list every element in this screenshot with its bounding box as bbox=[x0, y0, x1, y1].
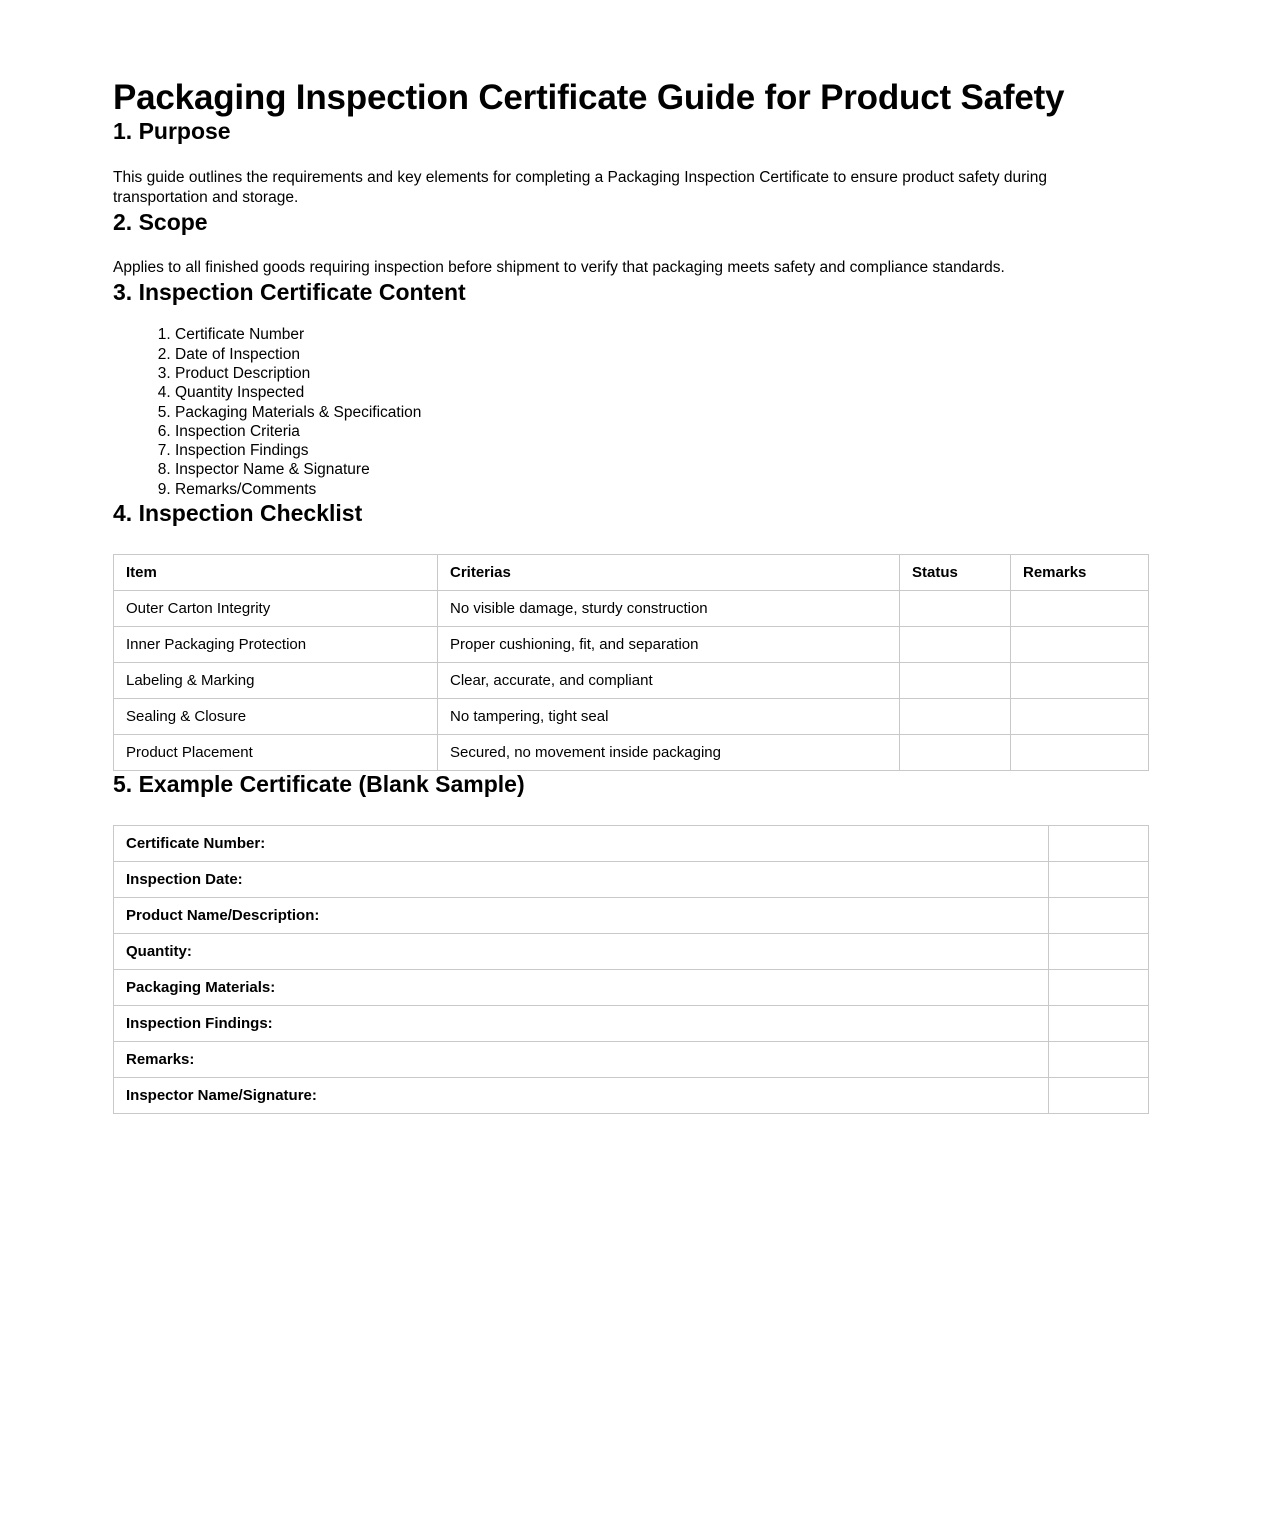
certificate-content-list bbox=[113, 326, 1148, 500]
certificate-field-value[interactable] bbox=[1049, 862, 1149, 898]
checklist-cell-remarks[interactable] bbox=[1011, 662, 1149, 698]
column-header-criterias: Criterias bbox=[438, 554, 900, 590]
table-row bbox=[114, 1078, 1149, 1114]
list-item: 9. Remarks/Comments bbox=[175, 481, 1148, 500]
table-row bbox=[114, 590, 1149, 626]
checklist-cell-item: Sealing & Closure bbox=[114, 698, 438, 734]
section-body-purpose: This guide outlines the requirements and key elements for completing a Packaging Inspection Certificate to ensure product safety during transportation and storage. bbox=[113, 168, 1047, 207]
checklist-cell-criterias: No tampering, tight seal bbox=[438, 698, 900, 734]
checklist-cell-criterias: Proper cushioning, fit, and separation bbox=[438, 626, 900, 662]
column-header-status: Status bbox=[900, 554, 1011, 590]
list-item: 7. Inspection Findings bbox=[175, 442, 1148, 461]
page-bottom-spacer bbox=[113, 1114, 1148, 1364]
checklist-cell-item: Outer Carton Integrity bbox=[114, 590, 438, 626]
section-heading-example-certificate: 5. Example Certificate (Blank Sample) bbox=[113, 770, 525, 797]
checklist-cell-criterias: Clear, accurate, and compliant bbox=[438, 662, 900, 698]
section-heading-purpose: 1. Purpose bbox=[113, 118, 231, 145]
certificate-field-label: Inspection Date: bbox=[114, 862, 1049, 898]
certificate-field-label: Packaging Materials: bbox=[114, 970, 1049, 1006]
list-item: 6. Inspection Criteria bbox=[175, 423, 1148, 442]
section-heading-scope: 2. Scope bbox=[113, 208, 208, 235]
checklist-cell-status[interactable] bbox=[900, 662, 1011, 698]
checklist-cell-item: Product Placement bbox=[114, 734, 438, 770]
table-row bbox=[114, 662, 1149, 698]
checklist-cell-item: Inner Packaging Protection bbox=[114, 626, 438, 662]
table-row bbox=[114, 1006, 1149, 1042]
certificate-field-value[interactable] bbox=[1049, 970, 1149, 1006]
section-purpose bbox=[113, 118, 1148, 209]
list-item: 2. Date of Inspection bbox=[175, 346, 1148, 365]
column-header-remarks: Remarks bbox=[1011, 554, 1149, 590]
section-body-scope: Applies to all finished goods requiring inspection before shipment to verify that packaging meets safety and compliance standards. bbox=[113, 259, 1005, 277]
list-item: 3. Product Description bbox=[175, 365, 1148, 384]
table-header-row bbox=[114, 554, 1149, 590]
certificate-field-value[interactable] bbox=[1049, 934, 1149, 970]
certificate-field-value[interactable] bbox=[1049, 1078, 1149, 1114]
certificate-field-label: Quantity: bbox=[114, 934, 1049, 970]
table-row bbox=[114, 934, 1149, 970]
checklist-cell-remarks[interactable] bbox=[1011, 698, 1149, 734]
section-inspection-checklist bbox=[113, 500, 1148, 771]
certificate-field-label: Inspection Findings: bbox=[114, 1006, 1049, 1042]
checklist-cell-criterias: No visible damage, sturdy construction bbox=[438, 590, 900, 626]
inspection-checklist-table bbox=[113, 554, 1149, 771]
list-item: 8. Inspector Name & Signature bbox=[175, 461, 1148, 480]
checklist-cell-status[interactable] bbox=[900, 626, 1011, 662]
checklist-cell-remarks[interactable] bbox=[1011, 590, 1149, 626]
list-item: 4. Quantity Inspected bbox=[175, 384, 1148, 403]
certificate-field-value[interactable] bbox=[1049, 1042, 1149, 1078]
table-row bbox=[114, 898, 1149, 934]
table-row bbox=[114, 970, 1149, 1006]
table-row bbox=[114, 734, 1149, 770]
table-row bbox=[114, 626, 1149, 662]
certificate-field-label: Remarks: bbox=[114, 1042, 1049, 1078]
certificate-field-value[interactable] bbox=[1049, 826, 1149, 862]
list-item: 5. Packaging Materials & Specification bbox=[175, 404, 1148, 423]
table-row bbox=[114, 698, 1149, 734]
checklist-cell-status[interactable] bbox=[900, 734, 1011, 770]
section-heading-certificate-content: 3. Inspection Certificate Content bbox=[113, 278, 466, 305]
checklist-cell-item: Labeling & Marking bbox=[114, 662, 438, 698]
checklist-cell-remarks[interactable] bbox=[1011, 626, 1149, 662]
section-example-certificate bbox=[113, 771, 1148, 1115]
table-row bbox=[114, 1042, 1149, 1078]
checklist-cell-status[interactable] bbox=[900, 698, 1011, 734]
page-title: Packaging Inspection Certificate Guide for Product Safety bbox=[113, 78, 1065, 117]
checklist-cell-criterias: Secured, no movement inside packaging bbox=[438, 734, 900, 770]
section-heading-inspection-checklist: 4. Inspection Checklist bbox=[113, 499, 363, 526]
table-row bbox=[114, 862, 1149, 898]
certificate-field-label: Product Name/Description: bbox=[114, 898, 1049, 934]
list-item: 1. Certificate Number bbox=[175, 326, 1148, 345]
table-row bbox=[114, 826, 1149, 862]
column-header-item: Item bbox=[114, 554, 438, 590]
certificate-field-label: Inspector Name/Signature: bbox=[114, 1078, 1049, 1114]
certificate-field-label: Certificate Number: bbox=[114, 826, 1049, 862]
checklist-cell-remarks[interactable] bbox=[1011, 734, 1149, 770]
section-certificate-content bbox=[113, 279, 1148, 500]
checklist-cell-status[interactable] bbox=[900, 590, 1011, 626]
certificate-field-value[interactable] bbox=[1049, 1006, 1149, 1042]
section-scope bbox=[113, 209, 1148, 279]
certificate-field-value[interactable] bbox=[1049, 898, 1149, 934]
example-certificate-table bbox=[113, 825, 1149, 1114]
